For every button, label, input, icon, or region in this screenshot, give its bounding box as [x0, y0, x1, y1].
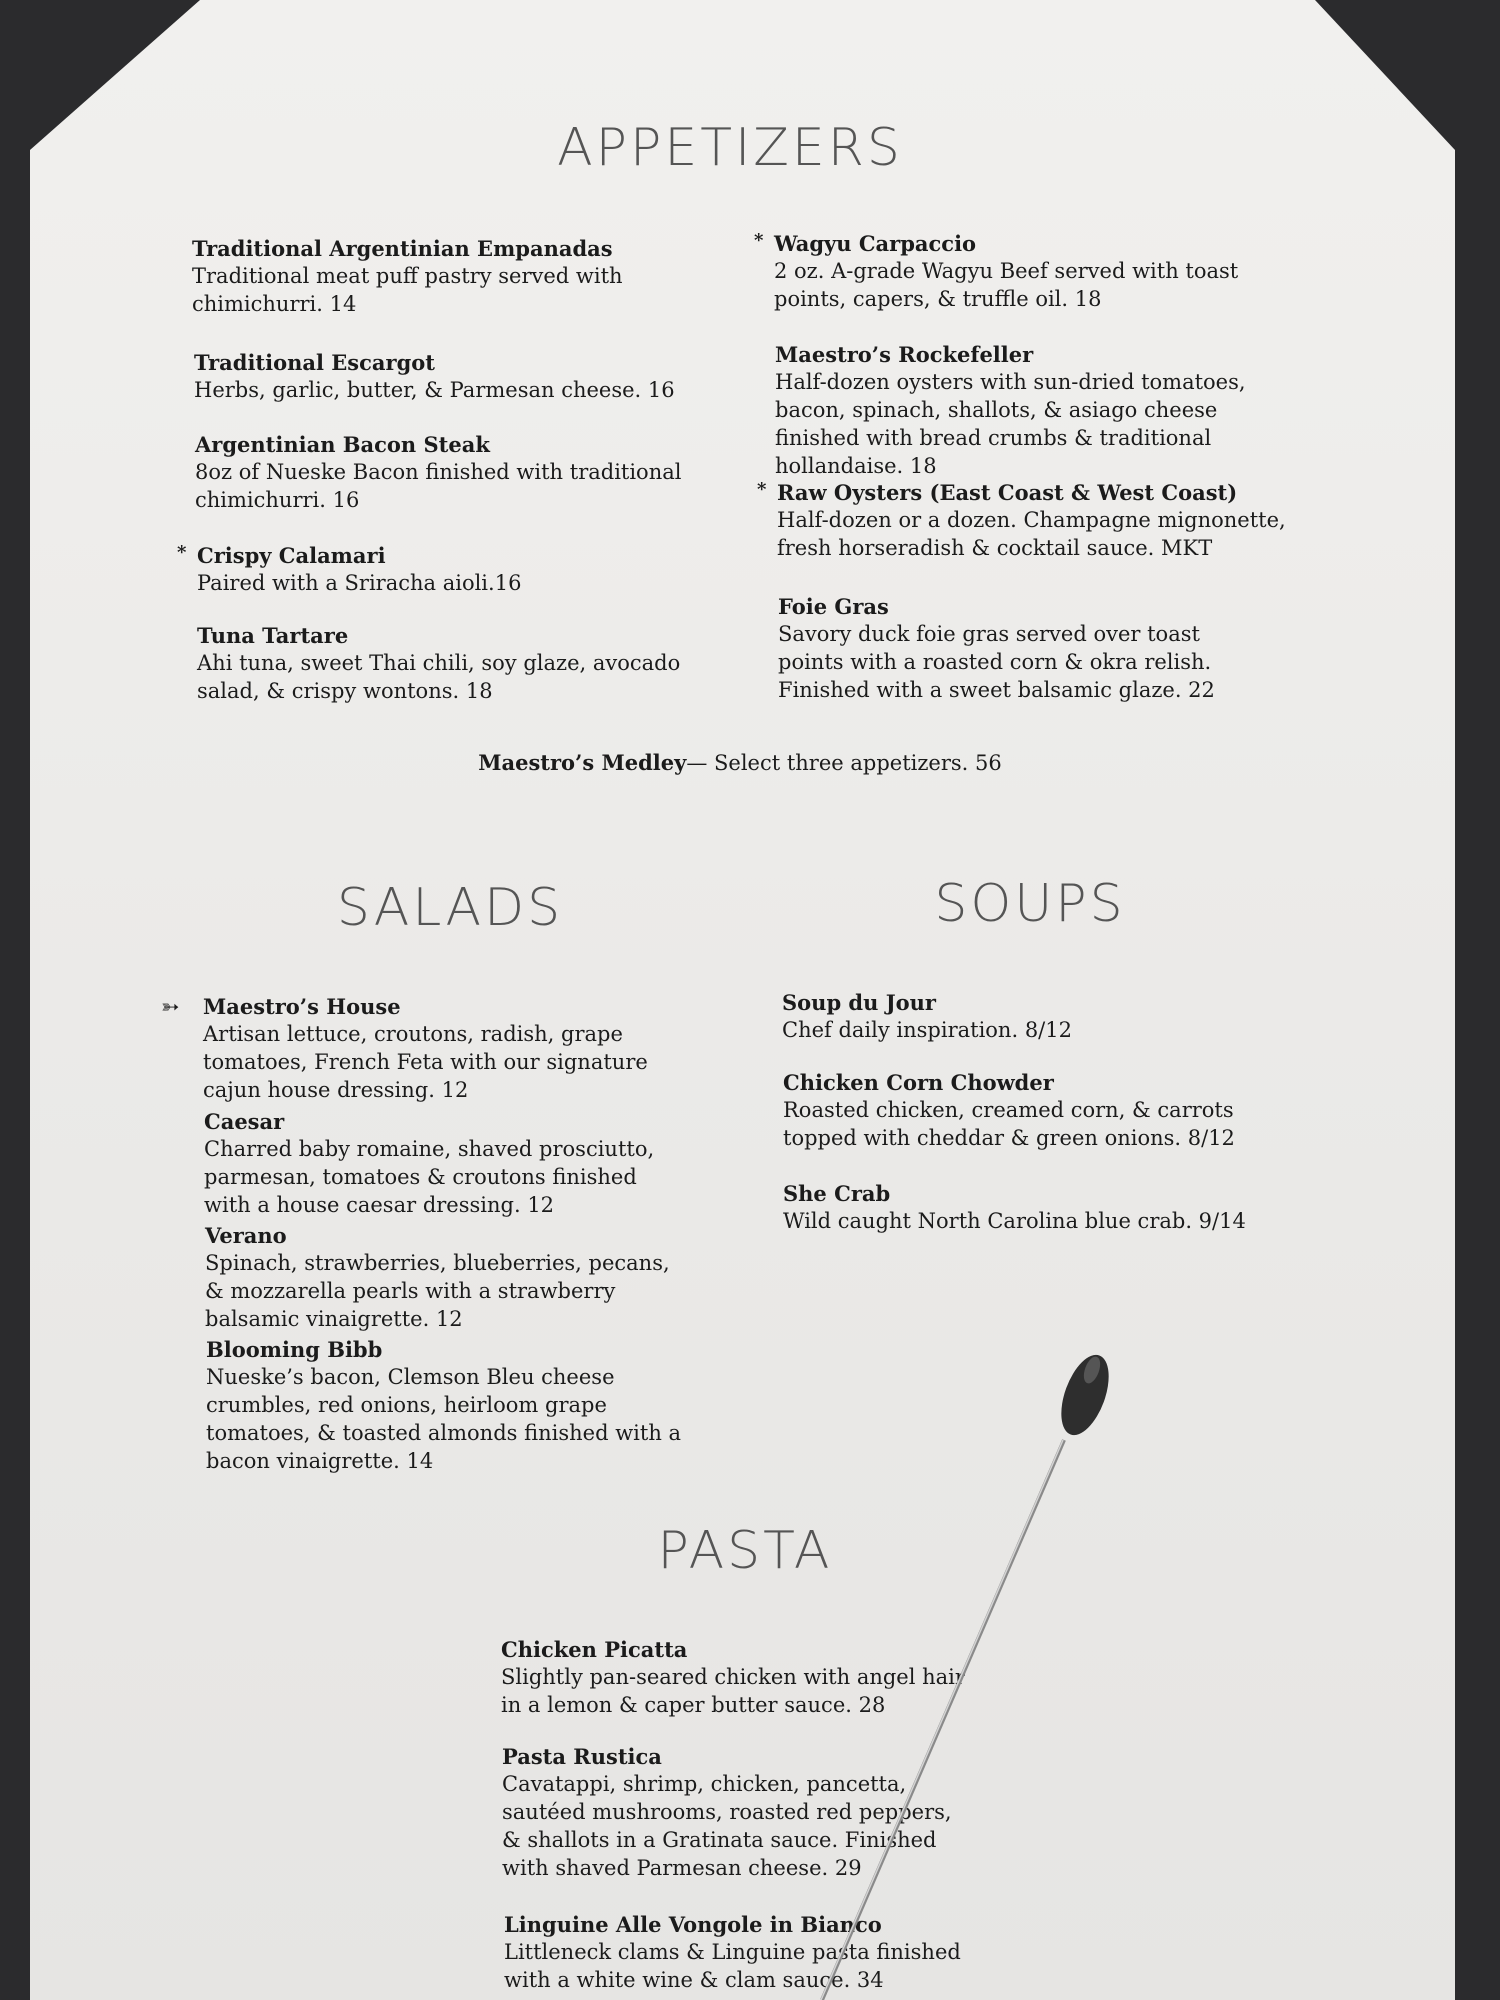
item-name: Maestro’s House	[203, 994, 401, 1019]
item-name: Foie Gras	[778, 594, 889, 619]
item-name: Chicken Corn Chowder	[783, 1070, 1054, 1095]
item-name: Traditional Argentinian Empanadas	[192, 236, 613, 261]
soups-heading: SOUPS	[934, 874, 1126, 934]
item-name: Traditional Escargot	[194, 350, 435, 375]
item-description: Paired with a Sriracha aioli.16	[197, 571, 522, 595]
item-name: Raw Oysters (East Coast & West Coast)	[777, 480, 1238, 505]
item-description: Artisan lettuce, croutons, radish, grape tomatoes, French Feta with our signature cajun house dressing. 12	[203, 1022, 648, 1102]
item-description: Cavatappi, shrimp, chicken, pancetta, sautéed mushrooms, roasted red peppers, & shallots in a Gratinata sauce. Finished with shaved Parmesan cheese. 29	[502, 1772, 952, 1880]
item-description: Roasted chicken, creamed corn, & carrots topped with cheddar & green onions. 8/12	[783, 1098, 1235, 1150]
item-description: Savory duck foie gras served over toast points with a roasted corn & okra relish. Finished with a sweet balsamic glaze. 22	[778, 622, 1215, 702]
salads-heading: SALADS	[336, 878, 564, 938]
item-name: Linguine Alle Vongole in Bianco	[504, 1912, 882, 1937]
item-description: Half-dozen or a dozen. Champagne mignonette, fresh horseradish & cocktail sauce. MKT	[777, 508, 1286, 560]
item-name: She Crab	[783, 1181, 891, 1206]
item-description: 2 oz. A-grade Wagyu Beef served with toast points, capers, & truffle oil. 18	[774, 259, 1239, 311]
item-description: Chef daily inspiration. 8/12	[782, 1018, 1072, 1042]
item-description: Charred baby romaine, shaved prosciutto, parmesan, tomatoes & croutons finished with a house caesar dressing. 12	[204, 1137, 655, 1217]
item-name: Pasta Rustica	[502, 1744, 662, 1769]
item-name: Argentinian Bacon Steak	[195, 432, 490, 457]
item-description: Ahi tuna, sweet Thai chili, soy glaze, avocado salad, & crispy wontons. 18	[197, 651, 681, 703]
item-description: Littleneck clams & Linguine pasta finished with a white wine & clam sauce. 34	[504, 1940, 961, 1992]
item-description: Herbs, garlic, butter, & Parmesan cheese. 16	[194, 378, 675, 402]
item-name: Tuna Tartare	[197, 623, 349, 648]
item-description: Spinach, strawberries, blueberries, pecans, & mozzarella pearls with a strawberry balsamic vinaigrette. 12	[205, 1251, 670, 1331]
item-name: Soup du Jour	[782, 990, 936, 1015]
item-description: Half-dozen oysters with sun-dried tomatoes, bacon, spinach, shallots, & asiago cheese finished with bread crumbs & traditional hollandaise. 18	[775, 370, 1246, 478]
medley-description: — Select three appetizers. 56	[686, 751, 1002, 775]
medley-name: Maestro’s Medley	[478, 750, 687, 775]
pasta-heading: PASTA	[657, 1521, 833, 1581]
item-description: 8oz of Nueske Bacon finished with traditional chimichurri. 16	[195, 460, 682, 512]
item-description: Slightly pan-seared chicken with angel hair in a lemon & caper butter sauce. 28	[501, 1665, 965, 1717]
item-description: Wild caught North Carolina blue crab. 9/14	[783, 1209, 1246, 1233]
item-name: Caesar	[204, 1109, 285, 1134]
item-name: Chicken Picatta	[501, 1637, 688, 1662]
arrow-icon: ➳	[161, 995, 180, 1020]
item-name: Maestro’s Rockefeller	[775, 342, 1034, 367]
item-name: Blooming Bibb	[206, 1337, 383, 1362]
star-icon: *	[754, 230, 764, 251]
item-description: Nueske’s bacon, Clemson Bleu cheese crumbles, red onions, heirloom grape tomatoes, & toasted almonds finished with a bacon vinaigrette. 14	[206, 1365, 682, 1473]
appetizers-heading: APPETIZERS	[557, 118, 903, 178]
item-name: Crispy Calamari	[197, 543, 386, 568]
star-icon: *	[177, 542, 187, 563]
item-name: Verano	[205, 1223, 287, 1248]
item-name: Wagyu Carpaccio	[774, 231, 977, 256]
item-description: Traditional meat puff pastry served with chimichurri. 14	[192, 264, 623, 316]
star-icon: *	[757, 479, 767, 500]
